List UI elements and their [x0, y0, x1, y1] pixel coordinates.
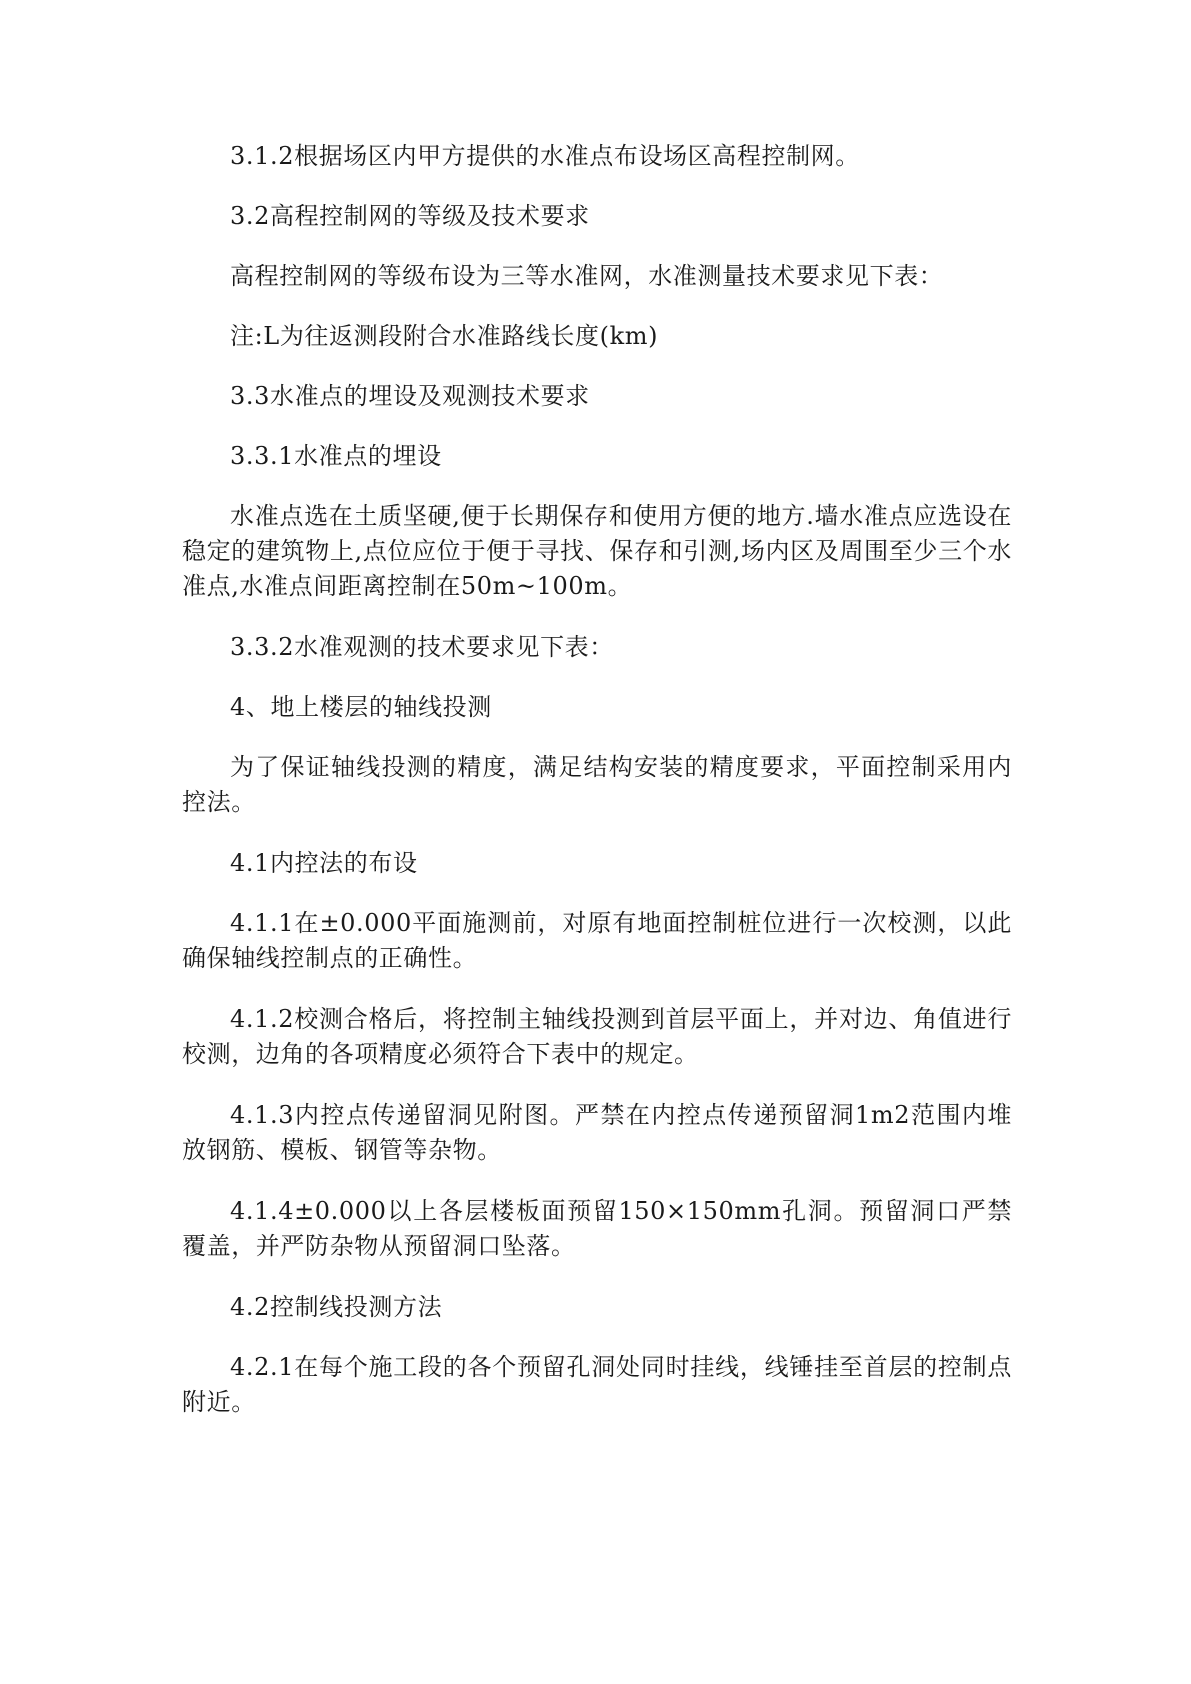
- paragraph-4-2-1: 4.2.1在每个施工段的各个预留孔洞处同时挂线，线锤挂至首层的控制点附近。: [182, 1353, 1012, 1416]
- heading-4: 4、地上楼层的轴线投测: [230, 693, 492, 721]
- document-body: [182, 139, 1012, 1446]
- paragraph-4-1-1: 4.1.1在±0.000平面施测前，对原有地面控制桩位进行一次校测，以此确保轴线控制点的正确性。: [182, 909, 1012, 972]
- paragraph-3-1-2: 3.1.2根据场区内甲方提供的水准点布设场区高程控制网。: [230, 142, 860, 170]
- paragraph-4-1-4: 4.1.4±0.000以上各层楼板面预留150×150mm孔洞。预留洞口严禁覆盖，并严防杂物从预留洞口坠落。: [182, 1197, 1012, 1260]
- heading-4-2: 4.2控制线投测方法: [230, 1293, 443, 1321]
- note-l-definition: 注:L为往返测段附合水准路线长度(km): [230, 322, 659, 350]
- paragraph-axis-projection: 为了保证轴线投测的精度，满足结构安装的精度要求，平面控制采用内控法。: [182, 753, 1012, 816]
- paragraph-benchmark-placement: 水准点选在土质坚硬,便于长期保存和使用方便的地方.墙水准点应选设在稳定的建筑物上,点位应位于便于寻找、保存和引测,场内区及周围至少三个水准点,水准点间距离控制在50m~100m。: [182, 502, 1012, 600]
- heading-3-3-2: 3.3.2水准观测的技术要求见下表：: [230, 633, 614, 661]
- paragraph-4-1-3: 4.1.3内控点传递留洞见附图。严禁在内控点传递预留洞1m2范围内堆放钢筋、模板、钢管等杂物。: [182, 1101, 1012, 1164]
- heading-3-3: 3.3水准点的埋设及观测技术要求: [230, 382, 590, 410]
- heading-3-2: 3.2高程控制网的等级及技术要求: [230, 202, 590, 230]
- paragraph-level-spec: 高程控制网的等级布设为三等水准网，水准测量技术要求见下表：: [230, 262, 944, 290]
- paragraph-4-1-2: 4.1.2校测合格后，将控制主轴线投测到首层平面上，并对边、角值进行校测，边角的各项精度必须符合下表中的规定。: [182, 1005, 1012, 1068]
- heading-3-3-1: 3.3.1水准点的埋设: [230, 442, 442, 470]
- heading-4-1: 4.1内控法的布设: [230, 849, 418, 877]
